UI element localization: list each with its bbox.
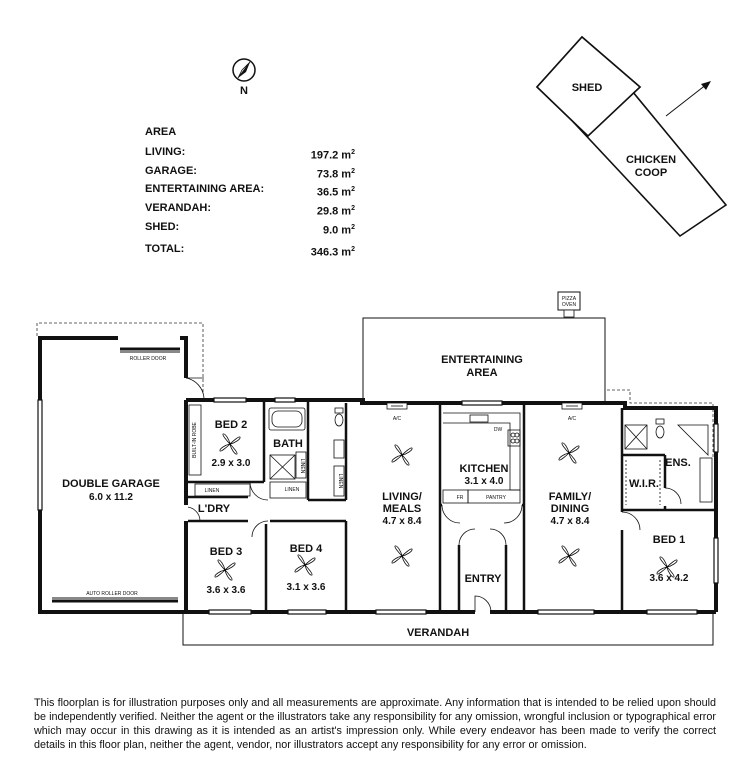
garage-dims: 6.0 x 11.2 [89,492,133,503]
svg-text:PIZZA: PIZZA [561,296,577,302]
fan-icon [392,546,412,566]
dishwasher-label: DW [493,427,503,433]
fan-icon [392,445,412,465]
outbuildings [537,37,726,236]
ac-units [387,403,582,422]
windows [38,398,718,614]
area-schedule [145,125,355,261]
bed2-name: BED 2 [214,419,248,431]
linen-label-side: LINEN [299,458,305,474]
fridge-label: FR [456,495,464,501]
bed1-name: BED 1 [652,534,686,546]
shed-label: SHED [571,82,603,94]
interior-doors [184,482,681,616]
fan-icon [559,443,579,463]
kitchen-dims: 3.1 x 4.0 [464,476,504,487]
bed1-dims: 3.6 x 4.2 [649,573,689,584]
linen-label-vanity: LINEN [337,473,343,489]
linen-label-bath: LINEN [284,487,300,493]
fan-icon [215,560,235,580]
ac-icon [562,403,582,409]
svg-text:A/C: A/C [567,416,577,422]
area-row-total: TOTAL: 346.3 m 2 [145,242,355,261]
entertaining-label-1: ENTERTAINING [441,354,523,366]
bed4-name: BED 4 [289,543,323,555]
pizza-oven [558,292,580,317]
area-row-garage: GARAGE: 73.8 m 2 [145,164,355,183]
garage-auto-roller-door [52,591,178,601]
bed4-dims: 3.1 x 3.6 [286,582,326,593]
svg-text:AUTO ROLLER DOOR: AUTO ROLLER DOOR [86,591,138,597]
bath-label: BATH [273,438,303,450]
family-dims: 4.7 x 8.4 [550,516,590,527]
room-labels [62,419,691,596]
living-dims: 4.7 x 8.4 [382,516,422,527]
area-row-shed: SHED: 9.0 m 2 [145,220,355,239]
bed3-name: BED 3 [209,546,243,558]
area-heading: AREA [145,126,177,138]
fan-icon [220,434,240,454]
linen-label-hall: LINEN [204,488,220,494]
ac-icon [387,403,407,409]
wir-label: W.I.R. [629,478,659,490]
fan-icon [559,546,579,566]
built-in-robe-label: BUILT-IN ROBE [192,422,198,458]
area-row-living: LIVING: 197.2 m 2 [145,145,355,164]
garage-side-door [186,378,204,398]
kitchen-name: KITCHEN [459,463,509,475]
direction-arrow-icon [666,84,707,116]
laundry-label: L'DRY [197,503,231,515]
fan-icon [295,555,315,575]
coop-label-1: CHICKEN [625,154,677,166]
area-row-verandah: VERANDAH: 29.8 m 2 [145,201,355,220]
bed2-dims: 2.9 x 3.0 [211,458,251,469]
living-label-1: LIVING/ [382,491,422,503]
coop-label-2: COOP [634,167,668,179]
pantry-label: PANTRY [486,495,506,501]
svg-text:ROLLER DOOR: ROLLER DOOR [129,356,167,362]
family-label-2: DINING [550,503,590,515]
svg-text:OVEN: OVEN [561,302,577,308]
bed3-dims: 3.6 x 3.6 [206,585,246,596]
svg-text:A/C: A/C [392,416,402,422]
garage-roller-door [120,349,180,362]
entry-label: ENTRY [464,573,502,585]
verandah-label: VERANDAH [406,627,470,639]
area-row-entertaining: ENTERTAINING AREA: 36.5 m 2 [145,182,355,201]
living-label-2: MEALS [382,503,422,515]
compass-north-label: N [240,85,248,97]
compass [233,59,255,97]
disclaimer-text: This floorplan is for illustration purposes only and all measurements are approximate. Any information that is intended to be relied upon should be independently verified. Neither the agent or the illustrators take any responsibility for any omission, wrongful inclusion or typographical error which may occur in this drawing as it is intended as an artist's impression only. While every endeavor has been made to verify the correct details in this floor plan, neither the agent, vendor, nor illustrators accept any responsibility for any error or omission. [34,697,716,751]
garage-name: DOUBLE GARAGE [62,478,160,490]
entertaining-label-2: AREA [466,367,498,379]
family-label-1: FAMILY/ [548,491,592,503]
ensuite-label: ENS. [665,457,691,469]
